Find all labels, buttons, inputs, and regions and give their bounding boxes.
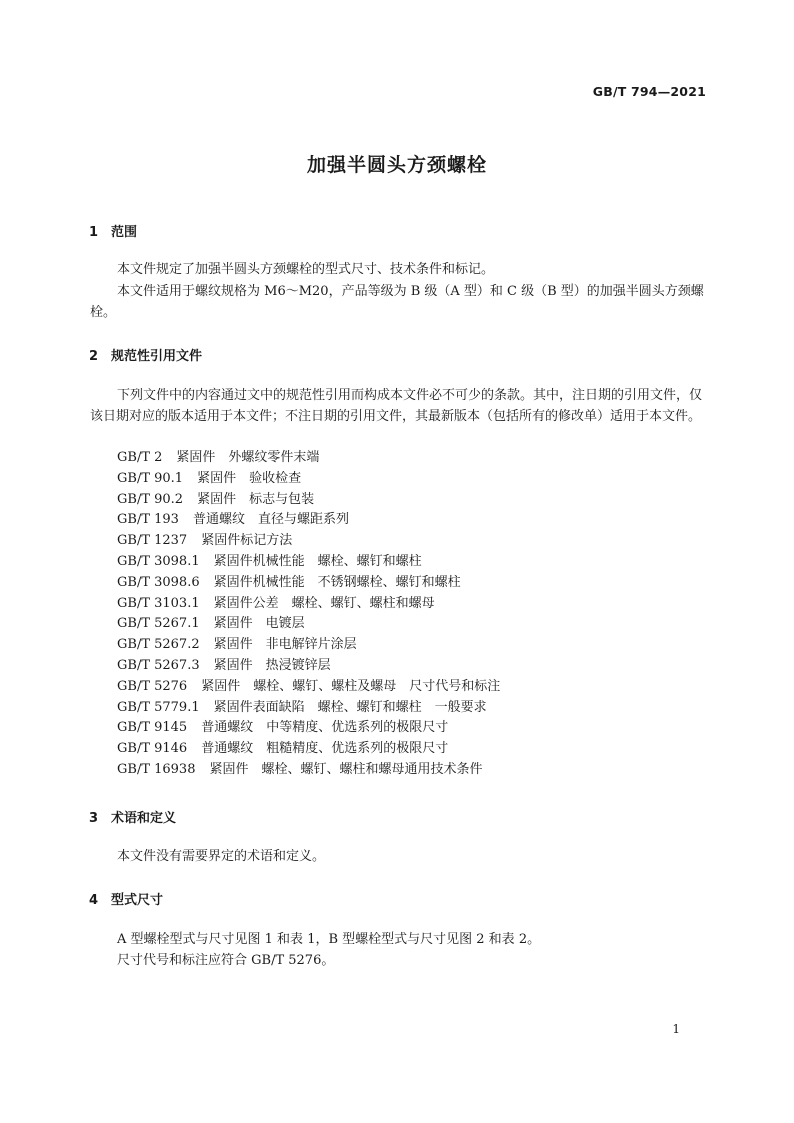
reference-title: 紧固件标记方法 — [201, 533, 293, 549]
section-1-paragraph-2: 本文件适用于螺纹规格为 M6～M20，产品等级为 B 级（A 型）和 C 级（B 型）的加强半圆头方颈螺栓。 — [90, 284, 704, 320]
reference-item — [117, 635, 500, 656]
reference-title: 紧固件 电镀层 — [213, 616, 305, 632]
reference-title: 紧固件 标志与包装 — [197, 491, 315, 507]
reference-code: GB/T 5276 — [117, 678, 188, 694]
reference-code: GB/T 5267.3 — [117, 657, 200, 673]
reference-item — [117, 656, 500, 677]
section-3-heading — [89, 807, 176, 826]
reference-code: GB/T 5267.2 — [117, 637, 200, 653]
section-2-number: 2 — [89, 349, 99, 364]
reference-item — [117, 490, 500, 511]
section-3-number: 3 — [89, 811, 99, 826]
reference-item — [117, 614, 500, 635]
reference-code: GB/T 5779.1 — [117, 699, 200, 715]
section-3-title: 术语和定义 — [111, 811, 177, 826]
reference-code: GB/T 1237 — [117, 533, 188, 549]
section-4-heading — [89, 889, 163, 908]
reference-item — [117, 739, 500, 760]
reference-code: GB/T 5267.1 — [117, 616, 200, 632]
document-title: 加强半圆头方颈螺栓 — [306, 154, 487, 176]
reference-item — [117, 469, 500, 490]
section-1-paragraph-1: 本文件规定了加强半圆头方颈螺栓的型式尺寸、技术条件和标记。 — [117, 262, 495, 277]
reference-code: GB/T 3103.1 — [117, 595, 200, 611]
normative-references-list — [117, 448, 500, 781]
reference-code: GB/T 193 — [117, 512, 179, 528]
reference-item — [117, 573, 500, 594]
reference-item — [117, 718, 500, 739]
reference-code: GB/T 9146 — [117, 741, 188, 757]
reference-title: 普通螺纹 粗糙精度、优选系列的极限尺寸 — [201, 741, 449, 757]
page-number: 1 — [672, 1022, 680, 1036]
section-1-number: 1 — [89, 225, 99, 240]
reference-title: 紧固件机械性能 不锈钢螺栓、螺钉和螺柱 — [213, 574, 461, 590]
reference-item — [117, 531, 500, 552]
reference-title: 紧固件 螺栓、螺钉、螺柱及螺母 尺寸代号和标注 — [201, 678, 501, 694]
section-1-heading — [89, 221, 137, 240]
reference-title: 紧固件 外螺纹零件末端 — [176, 450, 320, 465]
section-1-title: 范围 — [111, 225, 138, 240]
reference-code: GB/T 3098.6 — [117, 574, 200, 590]
section-4-title: 型式尺寸 — [111, 893, 164, 908]
reference-item — [117, 677, 500, 698]
reference-title: 紧固件公差 螺栓、螺钉、螺柱和螺母 — [213, 595, 435, 611]
reference-title: 紧固件 非电解锌片涂层 — [213, 637, 357, 653]
reference-item — [117, 510, 500, 531]
reference-title: 紧固件 验收检查 — [197, 470, 302, 486]
reference-title: 普通螺纹 直径与螺距系列 — [192, 512, 349, 528]
reference-code: GB/T 90.2 — [117, 491, 184, 507]
reference-code: GB/T 3098.1 — [117, 553, 200, 569]
reference-code: GB/T 90.1 — [117, 470, 184, 486]
reference-title: 紧固件机械性能 螺栓、螺钉和螺柱 — [213, 553, 422, 569]
reference-title: 紧固件 螺栓、螺钉、螺柱和螺母通用技术条件 — [209, 761, 483, 777]
reference-item — [117, 760, 500, 781]
section-3-paragraph-1: 本文件没有需要界定的术语和定义。 — [117, 849, 326, 864]
reference-item — [117, 448, 500, 469]
reference-code: GB/T 16938 — [117, 761, 196, 777]
reference-item — [117, 698, 500, 719]
section-2-title: 规范性引用文件 — [111, 349, 203, 364]
reference-title: 普通螺纹 中等精度、优选系列的极限尺寸 — [201, 720, 449, 736]
section-4-paragraph-1: A 型螺栓型式与尺寸见图 1 和表 1，B 型螺栓型式与尺寸见图 2 和表 2。 — [117, 932, 541, 947]
section-2-intro: 下列文件中的内容通过文中的规范性引用而构成本文件必不可少的条款。其中，注日期的引用文件，仅该日期对应的版本适用于本文件；不注日期的引用文件，其最新版本（包括所有的修改单）适用于本文件。 — [90, 388, 703, 424]
reference-code: GB/T 2 — [117, 450, 163, 465]
reference-title: 紧固件表面缺陷 螺栓、螺钉和螺柱 一般要求 — [213, 699, 487, 715]
section-2-heading — [89, 345, 202, 364]
section-4-number: 4 — [89, 893, 99, 908]
reference-item — [117, 594, 500, 615]
section-4-paragraph-2: 尺寸代号和标注应符合 GB/T 5276。 — [117, 953, 335, 968]
reference-title: 紧固件 热浸镀锌层 — [213, 657, 331, 673]
reference-item — [117, 552, 500, 573]
standard-code-header: GB/T 794—2021 — [592, 84, 706, 99]
reference-code: GB/T 9145 — [117, 720, 188, 736]
